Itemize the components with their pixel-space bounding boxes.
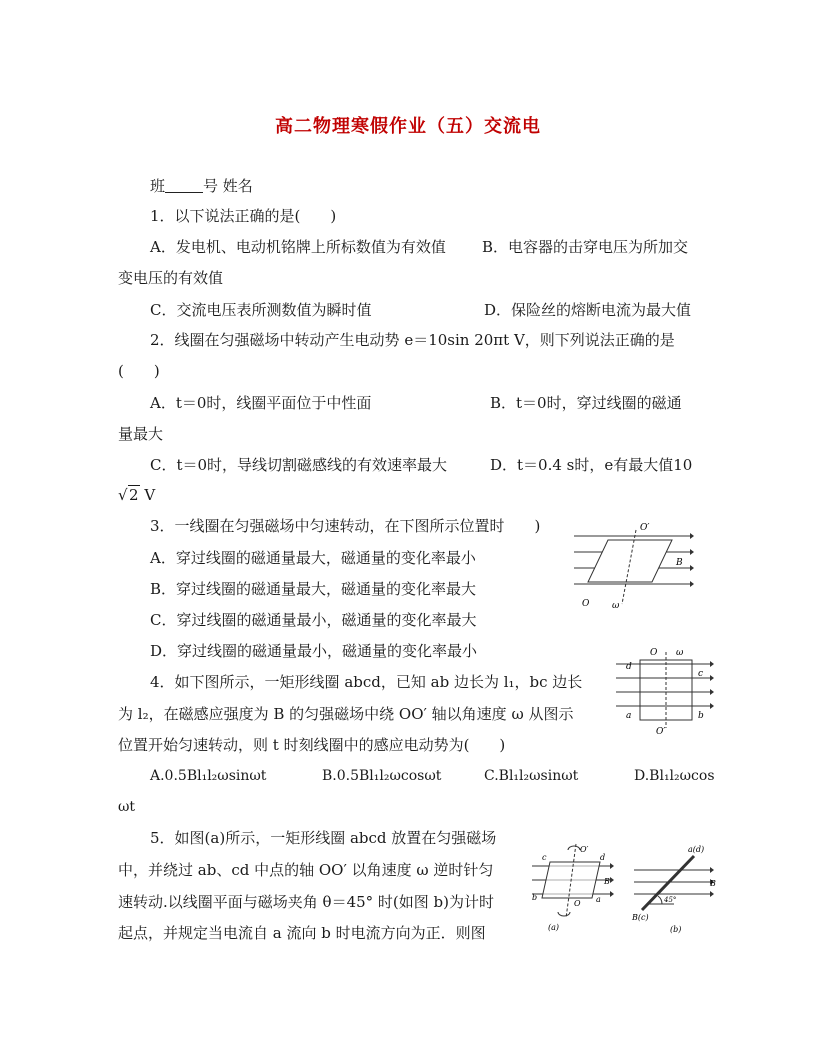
q5-stem-line4: 起点，并规定当电流自 a 流向 b 时电流方向为正．则图: [118, 924, 486, 942]
q5b-label-angle: 45°: [664, 896, 677, 904]
q4-label-o: O: [650, 648, 658, 658]
q3-option-b: B．穿过线圈的磁通量最大，磁通量的变化率最大: [150, 580, 477, 598]
q5a-label-o-top: O′: [580, 845, 589, 854]
q5a-caption: (a): [548, 923, 560, 932]
q5b-caption: (b): [670, 925, 682, 934]
q3-label-b: B: [676, 558, 683, 568]
q2-option-d: D．t＝0.4 s时，e有最大值10: [490, 456, 693, 474]
q5b-label-ad: a(d): [688, 845, 705, 854]
q2-option-b: B．t＝0时，穿过线圈的磁通: [490, 394, 682, 412]
q5a-label-o-bottom: O: [574, 899, 581, 908]
q3-label-omega: ω: [612, 601, 620, 611]
q4-label-omega: ω: [676, 648, 684, 658]
q5a-label-d: d: [600, 853, 606, 862]
q1-option-b: B．电容器的击穿电压为所加交: [482, 238, 689, 256]
q1-option-b-cont: 变电压的有效值: [118, 269, 224, 287]
q2-option-c: C．t＝0时，导线切割磁感线的有效速率最大: [150, 456, 448, 474]
q4-option-d: D.Bl₁l₂ωcos: [634, 768, 715, 784]
q3-option-d: D．穿过线圈的磁通量最小，磁通量的变化率最小: [150, 642, 478, 660]
q5a-label-b-field: B: [604, 877, 610, 886]
q3-option-c: C．穿过线圈的磁通量最小，磁通量的变化率最大: [150, 611, 477, 629]
q2-option-b-cont: 量最大: [118, 425, 164, 443]
page-title: 高二物理寒假作业（五）交流电: [275, 116, 541, 137]
q4-label-c: c: [698, 669, 704, 679]
q4-stem-line1: 4．如下图所示，一矩形线圈 abcd，已知 ab 边长为 l₁，bc 边长: [150, 673, 583, 691]
q4-label-b: b: [698, 711, 704, 721]
q5-figure-a: [528, 836, 620, 938]
q4-option-a: A.0.5Bl₁l₂ωsinωt: [150, 768, 267, 784]
q3-label-o-top: O′: [640, 523, 650, 533]
q4-label-d: d: [626, 662, 632, 672]
q2-stem: 2．线圈在匀强磁场中转动产生电动势 e＝10sin 20πt V，则下列说法正确的是: [150, 331, 675, 349]
q1-option-a: A．发电机、电动机铭牌上所标数值为有效值: [150, 238, 446, 256]
q3-label-o-bottom: O: [582, 599, 590, 609]
name-label: 号 姓名: [203, 177, 253, 195]
q4-stem-line2: 为 l₂，在磁感应强度为 B 的匀强磁场中绕 OO′ 轴以角速度 ω 从图示: [118, 705, 574, 723]
q3-figure: [572, 520, 694, 618]
q4-label-a: a: [626, 711, 632, 721]
q1-stem: 1．以下说法正确的是( ): [150, 207, 337, 225]
q3-option-a: A．穿过线圈的磁通量最大，磁通量的变化率最小: [150, 549, 476, 567]
q2-paren: ( ): [118, 362, 160, 380]
q4-label-o-prime: O′: [656, 727, 666, 736]
q5-stem-line2: 中，并绕过 ab、cd 中点的轴 OO′ 以角速度 ω 逆时针匀: [118, 861, 494, 879]
q5b-label-b-field: B: [710, 879, 716, 888]
q5a-label-c: c: [542, 853, 547, 862]
q4-option-c: C.Bl₁l₂ωsinωt: [484, 768, 579, 784]
q4-stem-line3: 位置开始匀速转动，则 t 时刻线圈中的感应电动势为( ): [118, 736, 506, 754]
q5-figure-b: [630, 838, 722, 940]
q1-option-c: C．交流电压表所测数值为瞬时值: [150, 301, 372, 319]
q5a-label-a: a: [596, 895, 601, 904]
q1-option-d: D．保险丝的熔断电流为最大值: [484, 301, 692, 319]
q2-option-d-cont: √ 2 V: [118, 486, 156, 504]
q2-option-a: A．t＝0时，线圈平面位于中性面: [150, 394, 372, 412]
class-blank: [165, 178, 203, 193]
q4-option-b: B.0.5Bl₁l₂ωcosωt: [322, 768, 442, 784]
q5b-label-bc: B(c): [632, 913, 649, 922]
q3-stem: 3．一线圈在匀强磁场中匀速转动，在下图所示位置时 ): [150, 517, 541, 535]
q4-option-d-cont: ωt: [118, 799, 136, 815]
q5-stem-line1: 5．如图(a)所示，一矩形线圈 abcd 放置在匀强磁场: [150, 829, 497, 847]
q4-figure: [614, 644, 714, 740]
q5a-label-b: b: [532, 893, 538, 902]
q5-stem-line3: 速转动.以线圈平面与磁场夹角 θ＝45° 时(如图 b)为计时: [118, 893, 494, 911]
class-label: 班: [150, 177, 166, 195]
sqrt-symbol: √ 2: [118, 486, 139, 504]
class-name-line: [150, 176, 253, 196]
